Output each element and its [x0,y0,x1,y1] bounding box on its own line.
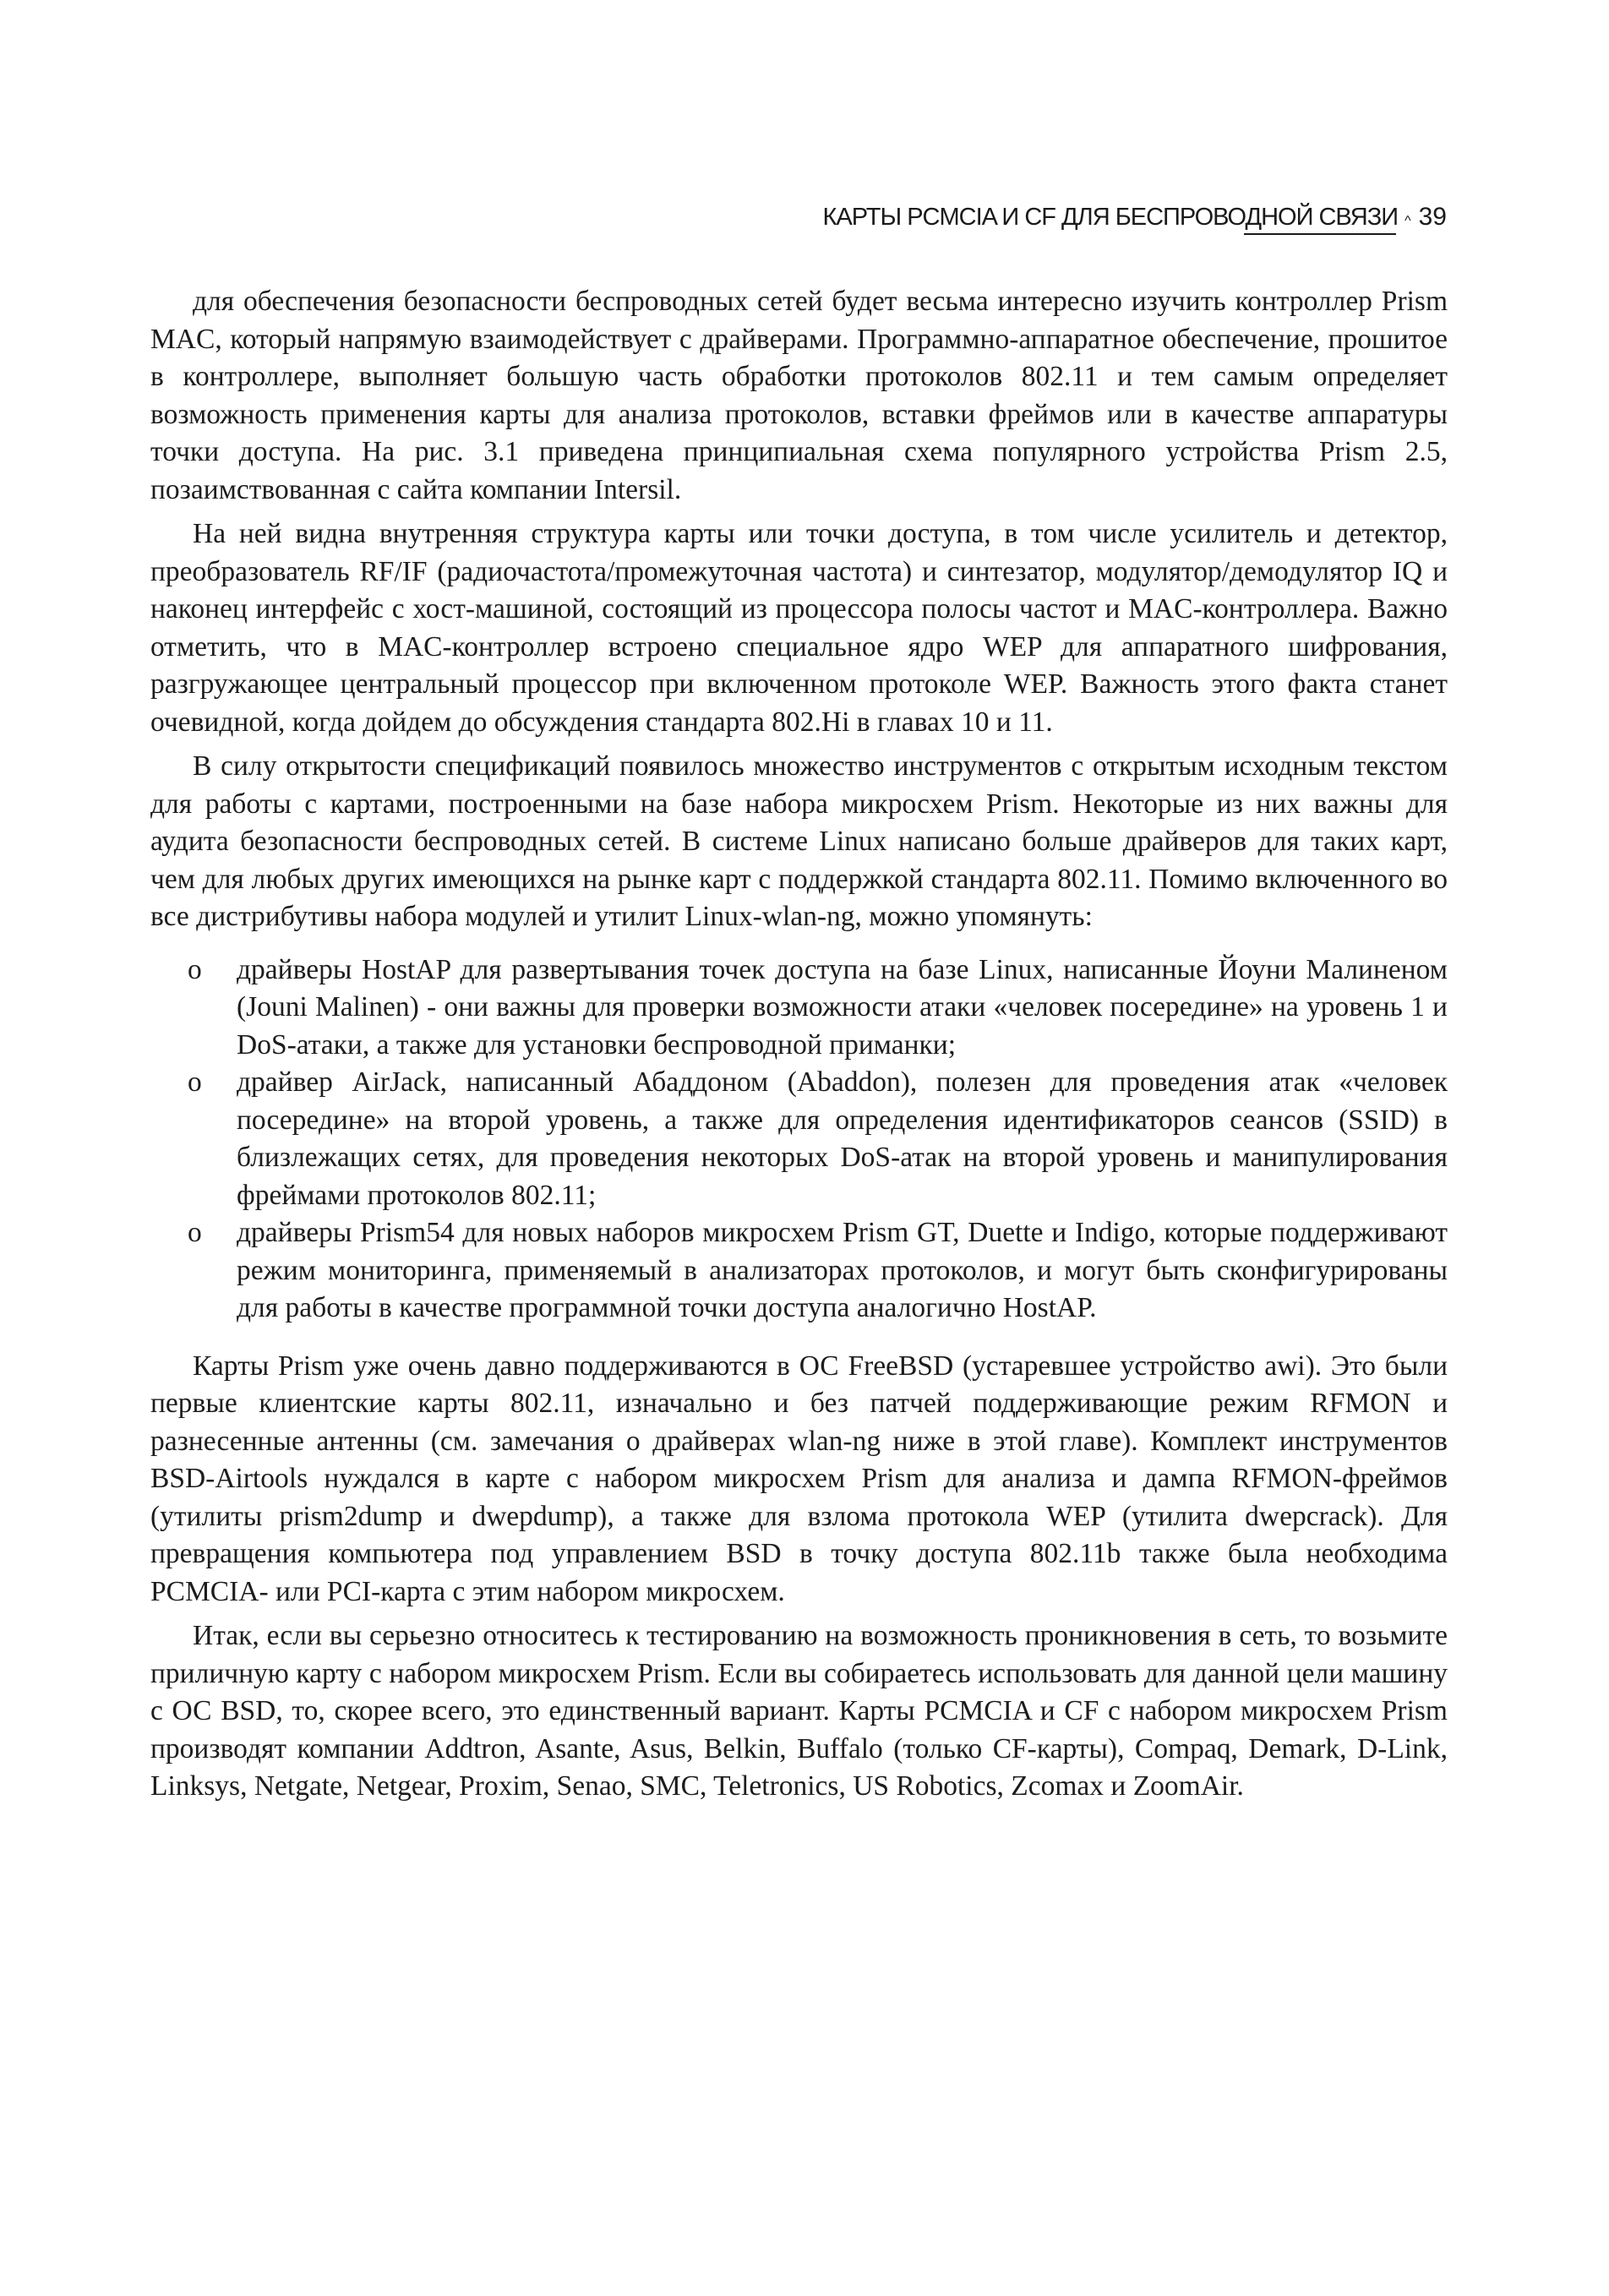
list-item-text: драйверы Prism54 для новых наборов микросхем Prism GT, Duette и Indigo, которые поддерживают режим мониторинга, применяемый в анализаторах протоколов, и могут быть сконфигурированы для работы в качестве программной точки доступа аналогично HostAP. [237,1217,1448,1323]
driver-list [150,952,1448,1328]
paragraph: для обеспечения безопасности беспроводных сетей будет весьма интересно изучить контроллер Prism MAC, который напрямую взаимодействует с драйверами. Программно-аппаратное обеспечение, прошитое в контроллере, выполняет большую часть обработки протоколов 802.11 и тем самым определяет возможность применения карты для анализа протоколов, вставки фреймов или в качестве аппаратуры точки доступа. На рис. 3.1 приведена принципиальная схема популярного устройства Prism 2.5, позаимствованная с сайта компании Intersil. [150,286,1448,505]
paragraph: В силу открытости спецификаций появилось множество инструментов с открытым исходным текстом для работы с картами, построенными на базе набора микросхем Prism. Некоторые из них важны для аудита безопасности беспроводных сетей. В системе Linux написано больше драйверов для таких карт, чем для любых других имеющихся на рынке карт с поддержкой стандарта 802.11. Помимо включенного во все дистрибутивы набора модулей и утилит Linux-wlan-ng, можно упомянуть: [150,750,1448,932]
bullet-marker: о [188,1066,202,1098]
body-text [150,283,1448,1813]
list-item-text: драйвер AirJack, написанный Абаддоном (Abaddon), полезен для проведения атак «человек посередине» на второй уровень, а также для определения идентификаторов сеансов (SSID) в близлежащих сетях, для проведения некоторых DoS-атак на второй уровень и манипулирования фреймами протоколов 802.11; [237,1066,1448,1211]
list-item [150,1064,1448,1214]
running-head [150,203,1447,237]
page-number: 39 [1418,203,1447,231]
paragraph: Итак, если вы серьезно относитесь к тестированию на возможность проникновения в сеть, то возьмите приличную карту с набором микросхем Prism. Если вы собираетесь использовать для данной цели машину с ОС BSD, то, скорее всего, это единственный вариант. Карты PCMCIA и CF с набором микросхем Prism производят компании Addtron, Asante, Asus, Belkin, Buffalo (только CF-карты), Compaq, Demark, D-Link, Linksys, Netgate, Netgear, Proxim, Senao, SMC, Teletronics, US Robotics, Zcomax и ZoomAir. [150,1620,1448,1802]
bullet-marker: о [188,1217,202,1248]
list-item-text: драйверы HostAP для развертывания точек доступа на базе Linux, написанные Йоуни Малиненом (Jouni Malinen) - они важны для проверки возможности атаки «человек посередине» на уровень 1 и DoS-атаки, а также для установки беспроводной приманки; [237,953,1448,1061]
paragraph: Карты Prism уже очень давно поддерживаются в ОС FreeBSD (устаревшее устройство awi). Это были первые клиентские карты 802.11, изначально и без патчей поддерживающие режим RFMON и разнесенные антенны (см. замечания о драйверах wlan-ng ниже в этой главе). Комплект инструментов BSD-Airtools нуждался в карте с набором микросхем Prism для анализа и дампа RFMON-фреймов (утилиты prism2dump и dwepdump), а также для взлома протокола WEP (утилита dwepcrack). Для превращения компьютера под управлением BSD в точку доступа 802.11b также была необходима PCMCIA- или PCI-карта с этим набором микросхем. [150,1350,1448,1607]
header-mark: ^ [1404,214,1410,228]
list-item [150,952,1448,1065]
list-item [150,1214,1448,1328]
paragraph: На ней видна внутренняя структура карты или точки доступа, в том числе усилитель и детектор, преобразователь RF/IF (радиочастота/промежуточная частота) и синтезатор, модулятор/демодулятор IQ и наконец интерфейс с хост-машиной, состоящий из процессора полосы частот и MAC-контроллера. Важно отметить, что в MAC-контроллер встроено специальное ядро WEP для аппаратного шифрования, разгружающее центральный процессор при включенном протоколе WEP. Важность этого факта станет очевидной, когда дойдем до обсуждения стандарта 802.Hi в главах 10 и 11. [150,518,1448,738]
running-title: КАРТЫ PCMCIA И CF ДЛЯ БЕСПРОВОДНОЙ СВЯЗИ [822,204,1399,231]
bullet-marker: о [188,953,202,985]
